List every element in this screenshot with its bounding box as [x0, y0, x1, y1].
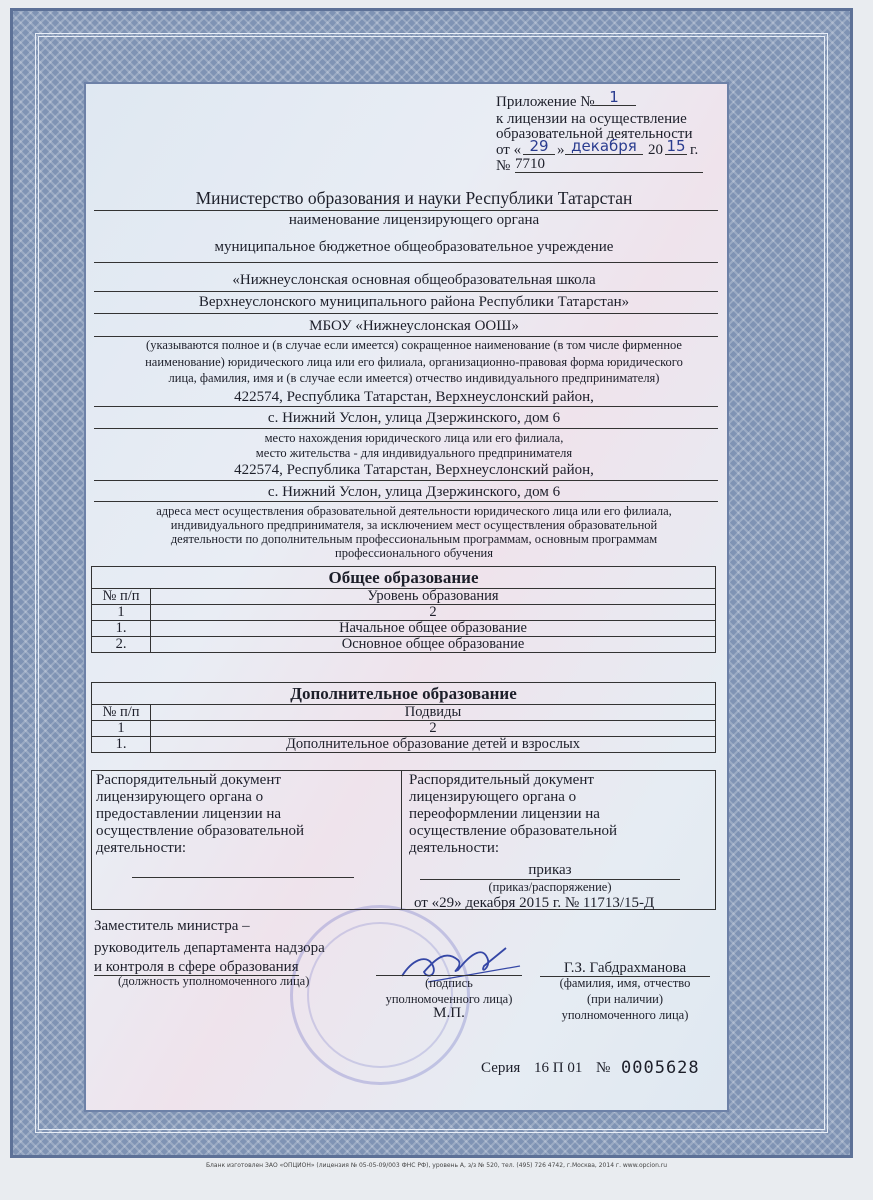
date-prefix: от « — [496, 142, 522, 158]
license-number: 7710 — [515, 156, 703, 173]
location-line1: 422574, Республика Татарстан, Верхнеуслонский район, — [234, 389, 594, 405]
official-name: Г.З. Габдрахманова — [540, 960, 710, 977]
activity-caption-line4: профессионального обучения — [335, 546, 493, 560]
activity-address-line2: с. Нижний Услон, улица Дзержинского, дом 6 — [267, 484, 561, 500]
activity1-underline — [94, 480, 718, 481]
table-row — [92, 621, 716, 637]
signature-caption-line2: уполномоченного лица) — [385, 992, 513, 1006]
activity-address-line1: 422574, Республика Татарстан, Верхнеуслонский район, — [234, 462, 594, 478]
name-caption-line3: уполномоченного лица) — [561, 1008, 689, 1022]
column-header-num: № п/п — [92, 589, 151, 605]
table-header-row — [92, 589, 716, 605]
table-title-row — [92, 567, 716, 589]
licensee-type: муниципальное бюджетное общеобразовательное учреждение — [214, 239, 614, 255]
grant-document-text: Распорядительный документ лицензирующего органа о предоставлении лицензии на осуществление образовательной деятельности: — [96, 772, 304, 856]
licensee-name-line1: «Нижнеуслонская основная общеобразовательная школа — [232, 272, 596, 288]
index-cell: 1 — [92, 721, 151, 737]
index-cell: 2 — [151, 605, 716, 621]
activity-caption-line3: деятельности по дополнительным профессиональным программам, основным программам — [170, 532, 658, 546]
official-position-line1: Заместитель министра – — [94, 918, 250, 934]
table-index-row — [92, 605, 716, 621]
licensee-type-underline — [94, 262, 718, 263]
licensee-caption-line2: наименование) юридического лица или его филиала, организационно-правовая форма юридического — [145, 355, 683, 369]
signature-caption-line1: (подпись — [425, 976, 473, 990]
licensee-caption-line3: лица, фамилия, имя и (в случае если имеется) отчество индивидуального предпринимателя) — [168, 371, 660, 385]
date-year-prefix: 20 — [648, 142, 663, 158]
licensee-name1-underline — [94, 291, 718, 292]
date-year: 15 — [666, 137, 686, 155]
reissue-document-type: приказ — [528, 862, 572, 878]
date-day: 29 — [523, 138, 555, 155]
table-row — [92, 737, 716, 753]
name-caption-line2: (при наличии) — [586, 992, 664, 1006]
table-header-row — [92, 705, 716, 721]
series-label: Серия — [481, 1060, 521, 1076]
location2-underline — [94, 428, 718, 429]
date-suffix: г. — [690, 142, 699, 158]
education-level: Основное общее образование — [151, 637, 716, 653]
location-caption-line1: место нахождения юридического лица или его филиала, — [264, 431, 564, 445]
appendix-number: 1 — [592, 89, 636, 106]
authority-underline — [94, 210, 718, 211]
table-index-row — [92, 721, 716, 737]
activity-caption-line1: адреса мест осуществления образовательной деятельности юридического лица или его филиала, — [156, 504, 672, 518]
licensing-authority-name: Министерство образования и науки Республики Татарстан — [195, 188, 633, 208]
reissue-document-box — [401, 770, 716, 910]
column-header-num: № п/п — [92, 705, 151, 721]
series-code: 16 П 01 — [534, 1060, 583, 1076]
index-cell: 2 — [151, 721, 716, 737]
index-cell: 1 — [92, 605, 151, 621]
additional-education-table — [91, 682, 716, 753]
date-month: декабря — [565, 138, 643, 155]
licensee-name-line2: Верхнеуслонского муниципального района Республики Татарстан» — [198, 294, 630, 310]
column-header-subtype: Подвиды — [151, 705, 716, 721]
activity-caption-line2: индивидуального предпринимателя, за исключением мест осуществления образовательной — [170, 518, 658, 532]
appendix-label: Приложение № — [496, 94, 595, 110]
series-number-label: № — [596, 1060, 611, 1076]
stamp-place-label: М.П. — [433, 1005, 465, 1021]
official-position-line2: руководитель департамента надзора — [94, 940, 325, 956]
location-caption-line2: место жительства - для индивидуального предпринимателя — [255, 446, 573, 460]
row-number: 2. — [92, 637, 151, 653]
date-mid: » — [557, 142, 565, 158]
column-header-level: Уровень образования — [151, 589, 716, 605]
licensee-caption-line1: (указываются полное и (в случае если имеется) сокращенное наименование (в том числе фирменное — [146, 338, 682, 352]
additional-education-title: Дополнительное образование — [92, 683, 716, 705]
general-education-table — [91, 566, 716, 653]
location-line2: с. Нижний Услон, улица Дзержинского, дом 6 — [267, 410, 561, 426]
general-education-title: Общее образование — [92, 567, 716, 589]
grant-document-blank-line — [132, 877, 354, 878]
name-caption-line1: (фамилия, имя, отчество — [559, 976, 691, 990]
authority-caption: наименование лицензирующего органа — [288, 212, 540, 228]
official-position-line3: и контроля в сфере образования — [94, 959, 299, 975]
licensee-short-name: МБОУ «Нижнеуслонская ООШ» — [309, 318, 519, 334]
licensee-short-underline — [94, 336, 718, 337]
license-number-label: № — [496, 158, 511, 174]
grant-document-box — [91, 770, 402, 910]
activity2-underline — [94, 501, 718, 502]
reissue-order-date-number: от «29» декабря 2015 г. № 11713/15-Д — [414, 895, 655, 911]
reissue-type-caption: (приказ/распоряжение) — [488, 880, 612, 894]
education-level: Начальное общее образование — [151, 621, 716, 637]
appendix-line2: к лицензии на осуществление — [496, 111, 687, 127]
row-number: 1. — [92, 621, 151, 637]
position-caption: (должность уполномоченного лица) — [118, 974, 310, 988]
table-title-row — [92, 683, 716, 705]
series-number: 0005628 — [621, 1058, 700, 1078]
appendix-line3: образовательной деятельности — [496, 126, 693, 142]
reissue-document-text: Распорядительный документ лицензирующего органа о переоформлении лицензии на осуществление образовательной деятельности: — [409, 772, 617, 856]
row-number: 1. — [92, 737, 151, 753]
location1-underline — [94, 406, 718, 407]
printer-footer: Бланк изготовлен ЗАО «ОПЦИОН» (лицензия № 05-05-09/003 ФНС РФ), уровень А, з/з № 520, тел. (495) 726 4742, г.Москва, 2014 г. www.opcion.ru — [205, 1162, 668, 1169]
table-row — [92, 637, 716, 653]
education-subtype: Дополнительное образование детей и взрослых — [151, 737, 716, 753]
licensee-name2-underline — [94, 313, 718, 314]
